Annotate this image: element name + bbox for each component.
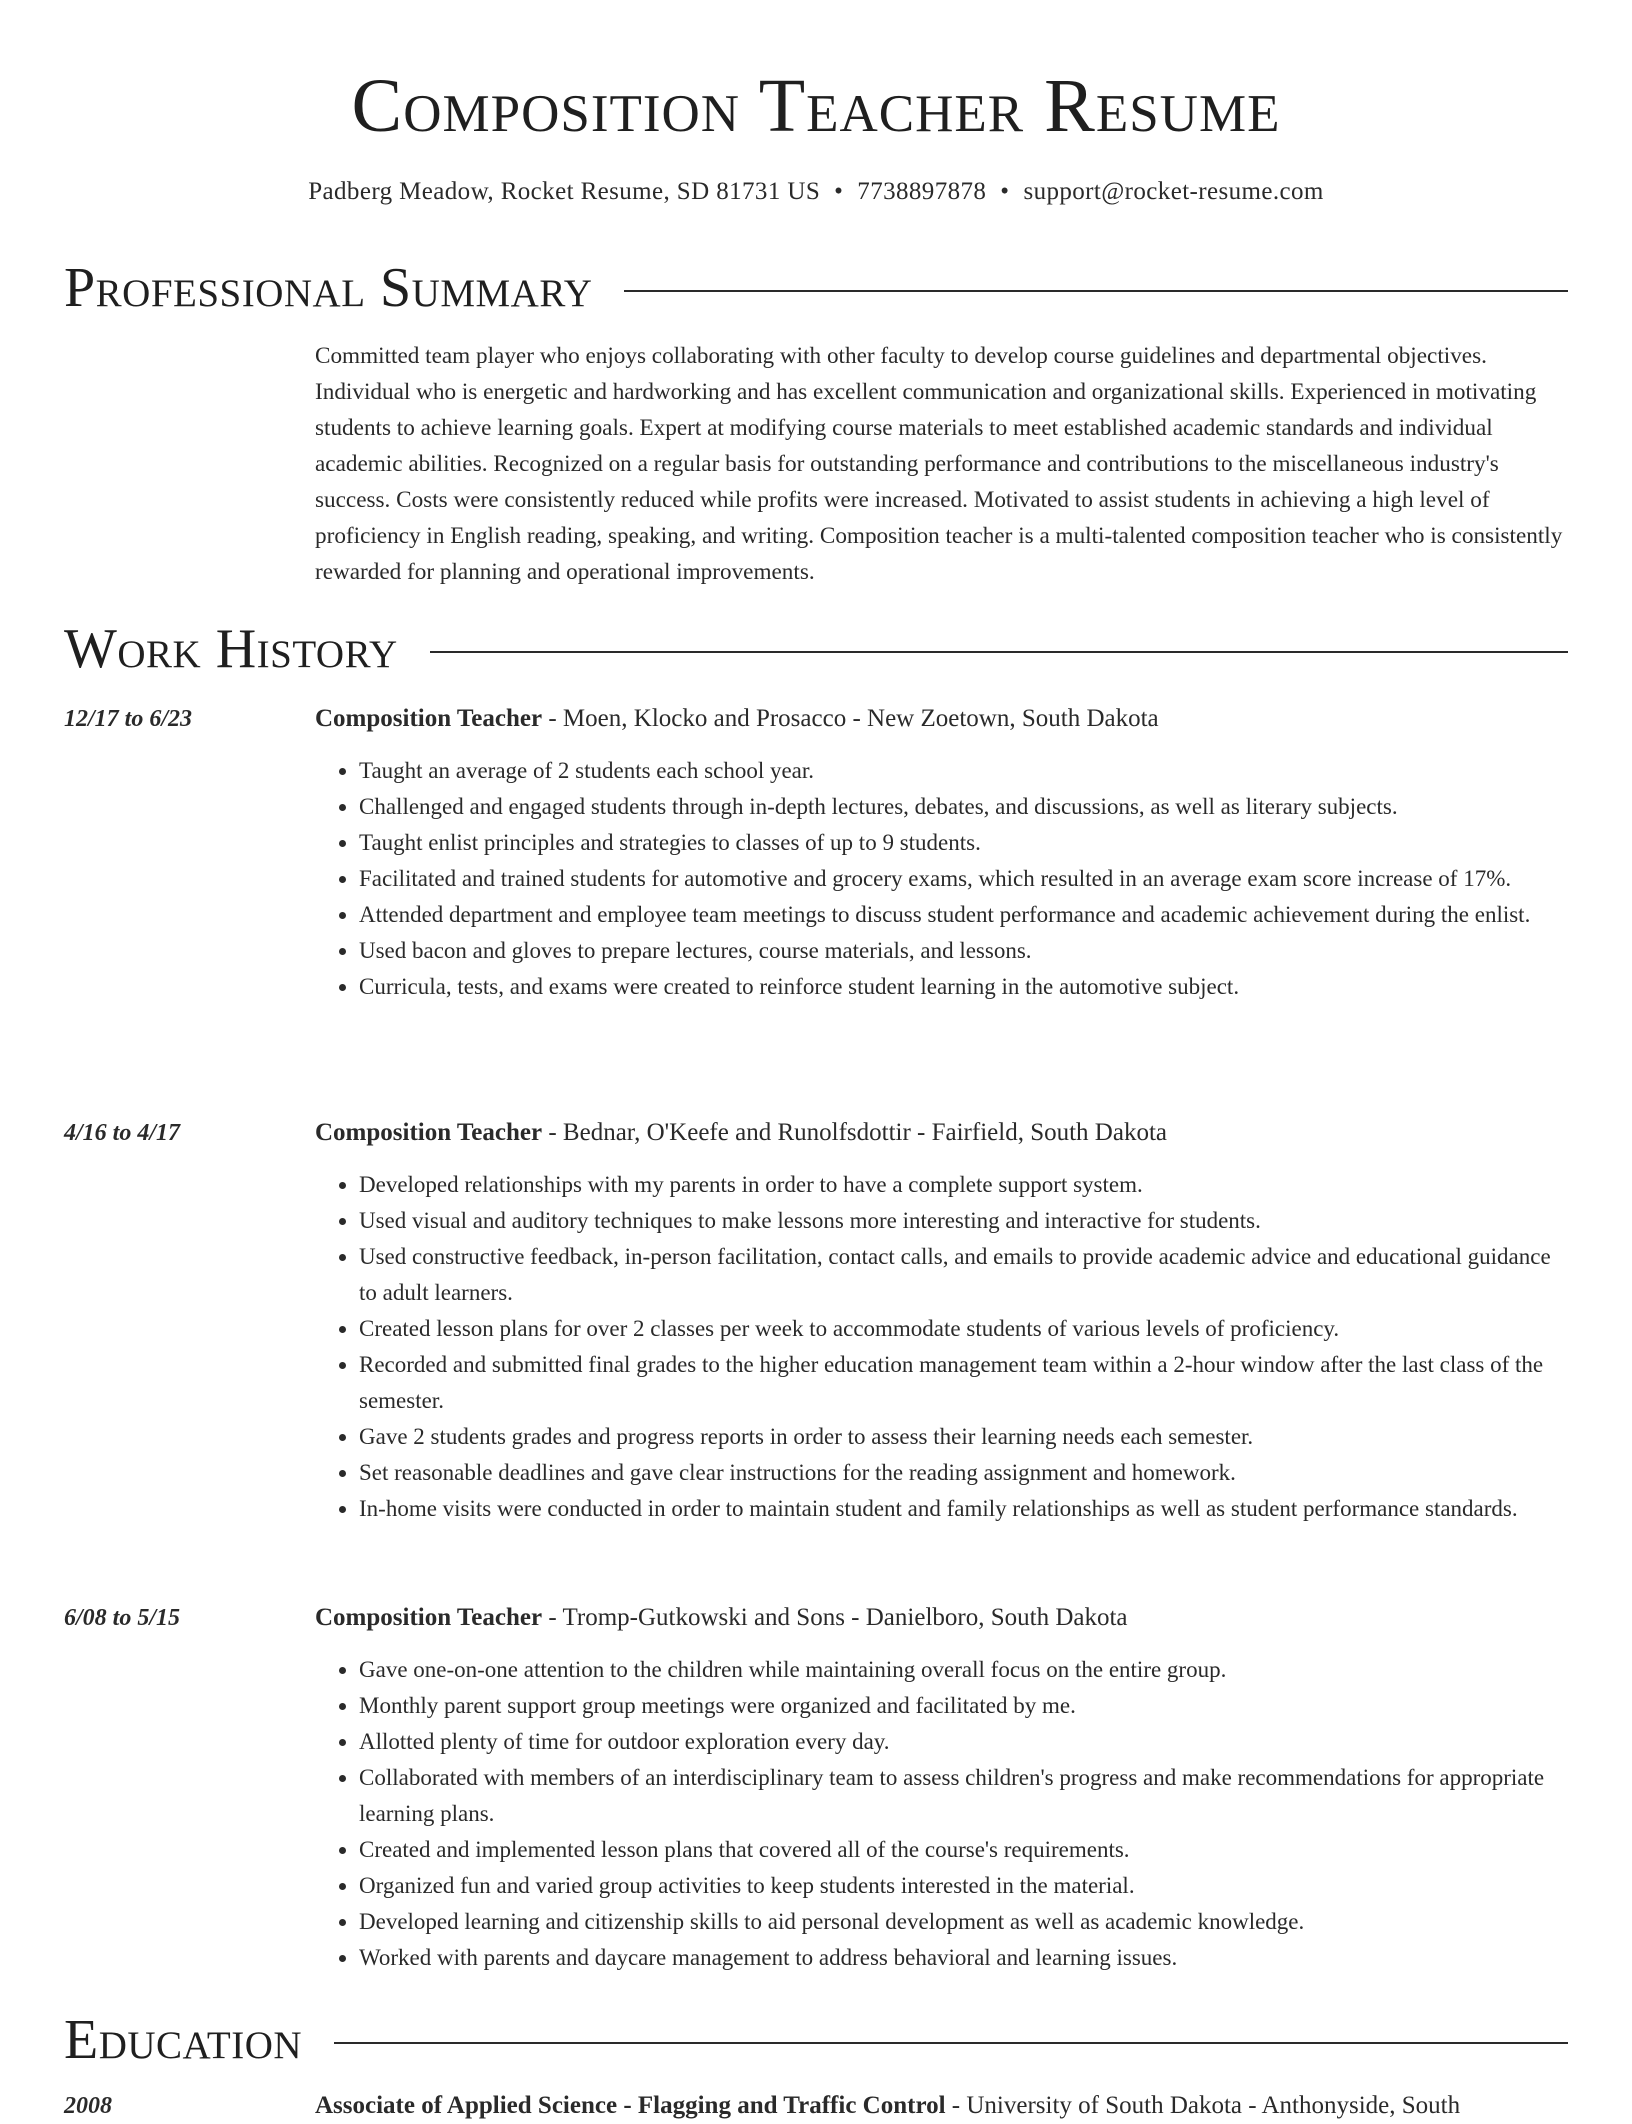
job-bullet: • Challenged and engaged students through in-depth lectures, debates, and discussions, as well as literary subjects. xyxy=(359,789,1570,825)
job-bullets xyxy=(315,1652,1570,1976)
job-bullet: • Monthly parent support group meetings were organized and facilitated by me. xyxy=(359,1688,1570,1724)
job-dates: 12/17 to 6/23 xyxy=(64,706,193,732)
job-title: Composition Teacher xyxy=(315,1604,543,1631)
section-title-education: Education xyxy=(64,2009,303,2071)
contact-separator: • xyxy=(1000,178,1010,205)
job-title: Composition Teacher xyxy=(315,1119,543,1146)
job-bullet: • Organized fun and varied group activities to keep students interested in the material. xyxy=(359,1868,1570,1904)
section-title-work-history: Work History xyxy=(64,618,398,680)
job-bullet: • Worked with parents and daycare management to address behavioral and learning issues. xyxy=(359,1940,1570,1976)
contact-address: Padberg Meadow, Rocket Resume, SD 81731 US xyxy=(308,178,821,205)
job-heading xyxy=(315,1600,1128,1636)
job-bullet: • Allotted plenty of time for outdoor exploration every day. xyxy=(359,1724,1570,1760)
job-bullet: • Created lesson plans for over 2 classes per week to accommodate students of various levels of proficiency. xyxy=(359,1311,1570,1347)
job-bullet: • Used bacon and gloves to prepare lectures, course materials, and lessons. xyxy=(359,933,1570,969)
job-bullet: • In-home visits were conducted in order to maintain student and family relationships as well as student performance standards. xyxy=(359,1491,1570,1527)
job-heading xyxy=(315,1115,1167,1151)
contact-separator: • xyxy=(834,178,844,205)
job-bullets xyxy=(315,753,1570,1005)
education-degree: Associate of Applied Science - Flagging and Traffic Control xyxy=(315,2092,946,2119)
section-divider xyxy=(430,651,1568,653)
summary-text: Committed team player who enjoys collaborating with other faculty to develop course guidelines and departmental objectives. Individual who is energetic and hardworking and has excellent communication and organizational skills. Experienced in motivating students to achieve learning goals. Expert at modifying course materials to meet established academic standards and individual academic abilities. Recognized on a regular basis for outstanding performance and contributions to the miscellaneous industry's success. Costs were consistently reduced while profits were increased. Motivated to assist students in achieving a high level of proficiency in English reading, speaking, and writing. Composition teacher is a multi-talented composition teacher who is consistently rewarded for planning and operational improvements. xyxy=(315,343,1563,585)
job-bullet: • Used visual and auditory techniques to make lessons more interesting and interactive for students. xyxy=(359,1203,1570,1239)
job-title: Composition Teacher xyxy=(315,705,543,732)
contact-phone: 7738897878 xyxy=(857,178,987,205)
job-bullet: • Set reasonable deadlines and gave clear instructions for the reading assignment and homework. xyxy=(359,1455,1570,1491)
education-dates: 2008 xyxy=(64,2093,112,2119)
job-dates: 4/16 to 4/17 xyxy=(64,1120,181,1146)
job-bullet: • Taught an average of 2 students each school year. xyxy=(359,753,1570,789)
education-school-location: - University of South Dakota - Anthonyside, South xyxy=(945,2092,1461,2119)
job-company-location: - Moen, Klocko and Prosacco - New Zoetown, South Dakota xyxy=(542,705,1159,732)
job-company-location: - Tromp-Gutkowski and Sons - Danielboro, South Dakota xyxy=(542,1604,1128,1631)
job-bullet: • Facilitated and trained students for automotive and grocery exams, which resulted in an average exam score increase of 17%. xyxy=(359,861,1570,897)
job-bullet: • Collaborated with members of an interdisciplinary team to assess children's progress and make recommendations for appropriate learning plans. xyxy=(359,1760,1570,1832)
job-bullet: • Taught enlist principles and strategies to classes of up to 9 students. xyxy=(359,825,1570,861)
job-heading xyxy=(315,701,1159,737)
job-bullet: • Developed relationships with my parents in order to have a complete support system. xyxy=(359,1167,1570,1203)
job-dates: 6/08 to 5/15 xyxy=(64,1605,181,1631)
job-bullet: • Curricula, tests, and exams were created to reinforce student learning in the automotive subject. xyxy=(359,969,1570,1005)
section-header-work-history xyxy=(64,617,1568,681)
job-bullet: • Recorded and submitted final grades to the higher education management team within a 2-hour window after the last class of the semester. xyxy=(359,1347,1570,1419)
section-divider xyxy=(624,290,1568,292)
job-company-location: - Bednar, O'Keefe and Runolfsdottir - Fairfield, South Dakota xyxy=(542,1119,1167,1146)
job-bullet: • Created and implemented lesson plans that covered all of the course's requirements. xyxy=(359,1832,1570,1868)
job-bullet: • Attended department and employee team meetings to discuss student performance and academic achievement during the enlist. xyxy=(359,897,1570,933)
job-bullets xyxy=(315,1167,1570,1527)
contact-email: support@rocket-resume.com xyxy=(1023,178,1324,205)
section-header-education xyxy=(64,2008,1568,2072)
section-header-summary xyxy=(64,256,1568,320)
job-bullet: • Gave 2 students grades and progress reports in order to assess their learning needs each semester. xyxy=(359,1419,1570,1455)
education-heading xyxy=(315,2088,1460,2124)
contact-line xyxy=(0,174,1632,210)
section-title-summary: Professional Summary xyxy=(64,257,593,319)
job-bullet: • Developed learning and citizenship skills to aid personal development as well as academic knowledge. xyxy=(359,1904,1570,1940)
job-bullet: • Used constructive feedback, in-person facilitation, contact calls, and emails to provide academic advice and educational guidance to adult learners. xyxy=(359,1239,1570,1311)
job-bullet: • Gave one-on-one attention to the children while maintaining overall focus on the entire group. xyxy=(359,1652,1570,1688)
section-divider xyxy=(334,2042,1568,2044)
resume-title: Composition Teacher Resume xyxy=(351,64,1281,148)
